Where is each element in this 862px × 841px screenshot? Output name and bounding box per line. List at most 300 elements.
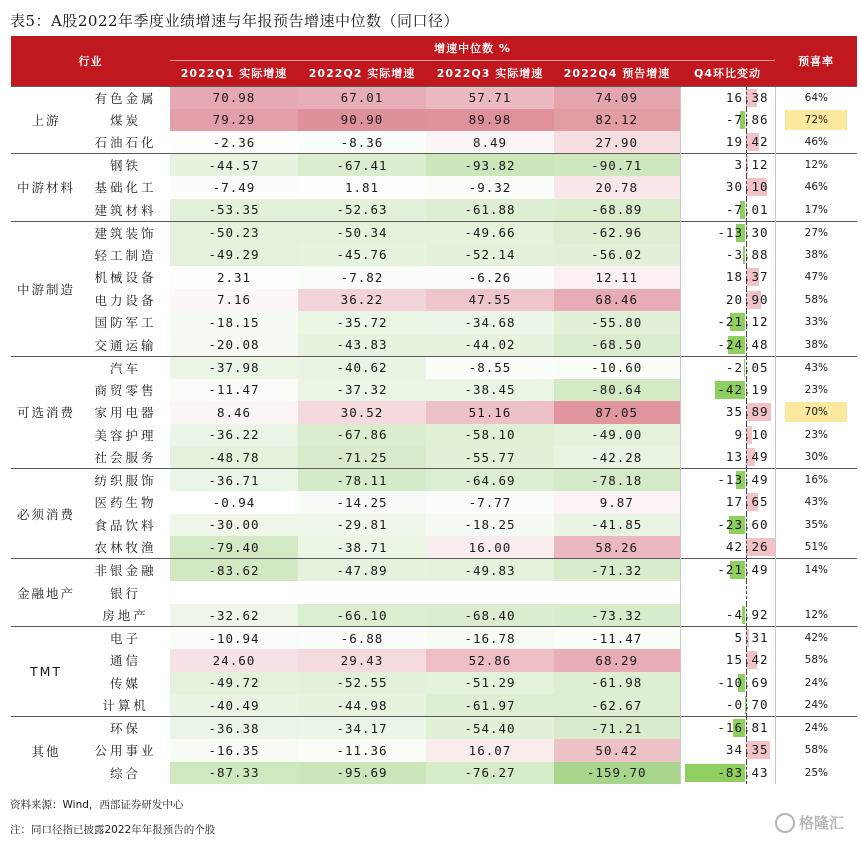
zero-axis [746, 131, 747, 153]
growth-q3: -93.82 [426, 154, 554, 177]
growth-q1: -87.33 [170, 762, 298, 785]
growth-q3 [426, 581, 554, 604]
industry-name: 纺织服饰 [81, 469, 170, 492]
change-value: -21.49 [717, 562, 769, 577]
growth-q3: 89.98 [426, 109, 554, 132]
q4-change [680, 469, 775, 492]
growth-q4: -49.00 [554, 424, 680, 447]
pre-rate [775, 559, 857, 582]
growth-q3: -8.55 [426, 356, 554, 379]
pre-rate [775, 266, 857, 289]
growth-q3: -16.78 [426, 627, 554, 650]
sector-label: 上游 [11, 86, 81, 154]
source-note: 资料来源：Wind，西部证券研发中心 [10, 799, 184, 811]
q4-change [680, 266, 775, 289]
pre-rate [775, 649, 857, 672]
sector-label: 可选消费 [11, 356, 81, 469]
zero-axis [746, 357, 747, 379]
pre-rate-value: 25% [804, 766, 828, 779]
pre-rate-value: 23% [804, 383, 828, 396]
q4-change [680, 221, 775, 244]
growth-q4: 20.78 [554, 176, 680, 199]
pre-rate-value: 38% [804, 248, 828, 261]
pre-rate [775, 694, 857, 717]
industry-name: 有色金属 [81, 86, 170, 109]
sector-label: 其他 [11, 717, 81, 785]
pre-rate [775, 627, 857, 650]
growth-q1: -37.98 [170, 356, 298, 379]
table-row [11, 401, 857, 424]
pre-rate [775, 86, 857, 109]
growth-q4: -62.67 [554, 694, 680, 717]
growth-q3: 51.16 [426, 401, 554, 424]
change-value: 15.42 [725, 652, 769, 667]
sector-label: 中游制造 [11, 221, 81, 356]
growth-q1: 7.16 [170, 289, 298, 312]
pre-rate [775, 244, 857, 267]
zero-axis [746, 244, 747, 267]
growth-q2: 30.52 [298, 401, 426, 424]
growth-q1: -16.35 [170, 739, 298, 762]
growth-q3: 16.00 [426, 536, 554, 559]
industry-name: 钢铁 [81, 154, 170, 177]
growth-q4: -55.80 [554, 311, 680, 334]
growth-q4: -71.21 [554, 717, 680, 740]
zero-axis [746, 379, 747, 402]
q4-change [680, 334, 775, 357]
table-row [11, 627, 857, 650]
pre-rate [775, 176, 857, 199]
industry-name: 社会服务 [94, 450, 157, 465]
growth-q3: -52.14 [426, 244, 554, 267]
pre-rate-value: 23% [804, 428, 828, 441]
change-value: -13.30 [717, 224, 769, 240]
industry-name: 煤炭 [109, 112, 141, 128]
zero-axis [746, 604, 747, 626]
growth-q2 [298, 581, 426, 604]
growth-q3: 52.86 [426, 649, 554, 672]
growth-q2: -8.36 [298, 131, 426, 154]
q4-change [680, 649, 775, 672]
industry-name: 计算机 [102, 698, 149, 713]
change-value: 13.49 [725, 449, 769, 464]
header-q1: 2022Q1 实际增速 [170, 60, 298, 86]
q4-change [680, 672, 775, 695]
change-value: 16.38 [725, 89, 769, 105]
growth-q2: -50.34 [298, 221, 426, 244]
change-value: -13.49 [717, 472, 769, 487]
pre-rate-value: 51% [804, 541, 828, 553]
growth-q2: -7.82 [298, 266, 426, 289]
growth-q2: -11.36 [298, 739, 426, 762]
table-row [11, 649, 857, 672]
growth-q3: -61.88 [426, 199, 554, 222]
growth-q1 [170, 581, 298, 604]
pre-rate-value: 24% [804, 722, 828, 734]
growth-q2: -66.10 [298, 604, 426, 627]
zero-axis [746, 154, 747, 176]
pre-rate-value: 38% [804, 338, 828, 351]
table-row [11, 356, 857, 379]
table-row [11, 266, 857, 289]
growth-q3: -18.25 [426, 514, 554, 537]
table-row [11, 469, 857, 492]
pre-rate [775, 154, 857, 177]
sector-label: 中游材料 [11, 154, 81, 222]
table-row [11, 717, 857, 740]
growth-q2: -44.98 [298, 694, 426, 717]
q4-change [680, 424, 775, 447]
zero-axis [746, 199, 747, 221]
pre-rate [775, 221, 857, 244]
growth-q2: -45.76 [298, 244, 426, 267]
industry-name: 石油石化 [94, 135, 157, 150]
growth-q1: -48.78 [170, 446, 298, 469]
table-row [11, 131, 857, 154]
table-row [11, 154, 857, 177]
header-q4: 2022Q4 预告增速 [554, 60, 680, 86]
growth-q3: -38.45 [426, 379, 554, 402]
pre-rate-value: 43% [804, 496, 828, 509]
pre-rate-value: 43% [804, 361, 828, 374]
growth-q1: 24.60 [170, 649, 298, 672]
pre-rate-value: 58% [804, 744, 828, 757]
table-row [11, 86, 857, 109]
pre-rate [775, 717, 857, 740]
q4-change [680, 109, 775, 132]
industry-name: 环保 [81, 717, 170, 740]
industry-name: 机械设备 [94, 270, 157, 286]
growth-q2: -29.81 [298, 514, 426, 537]
growth-q1: -36.71 [170, 469, 298, 492]
growth-q3: 47.55 [426, 289, 554, 312]
zero-axis [746, 469, 747, 491]
q4-change [680, 491, 775, 514]
industry-name: 基础化工 [94, 180, 157, 196]
industry-name: 传媒 [109, 675, 141, 691]
growth-q1: 8.46 [170, 401, 298, 424]
growth-q1: -18.15 [170, 311, 298, 334]
growth-q3: -55.77 [426, 446, 554, 469]
growth-q1: -44.57 [170, 154, 298, 177]
growth-q3: -76.27 [426, 762, 554, 785]
change-value: -7.86 [725, 111, 769, 127]
change-value: -10.69 [717, 674, 769, 690]
growth-q3: -68.40 [426, 604, 554, 627]
change-value: -23.60 [717, 516, 769, 532]
pre-rate-value: 58% [804, 654, 828, 667]
table-row [11, 672, 857, 695]
change-value: 19.42 [725, 134, 769, 149]
pre-rate [775, 739, 857, 762]
growth-q2: -14.25 [298, 491, 426, 514]
growth-q2: -67.41 [298, 154, 426, 177]
growth-q1: 79.29 [170, 109, 298, 132]
growth-q1: -83.62 [170, 559, 298, 582]
growth-q4: -41.85 [554, 514, 680, 537]
growth-q4: 12.11 [554, 266, 680, 289]
growth-q2: -52.55 [298, 672, 426, 695]
growth-q4: -62.96 [554, 221, 680, 244]
industry-name: 建筑材料 [94, 202, 157, 218]
zero-axis [746, 694, 747, 716]
growth-q2: -78.11 [298, 469, 426, 492]
pre-rate [775, 401, 857, 424]
watermark: 格隆汇 [775, 812, 844, 833]
growth-q4: 9.87 [554, 491, 680, 514]
growth-q1: -7.49 [170, 176, 298, 199]
q4-change [680, 514, 775, 537]
table-row [11, 379, 857, 402]
change-value: -0.70 [725, 697, 769, 712]
q4-change [680, 311, 775, 334]
pre-rate [775, 109, 857, 132]
pre-rate [775, 446, 857, 469]
table-row [11, 221, 857, 244]
change-value: -21.12 [717, 314, 769, 329]
sector-label: 金融地产 [11, 559, 81, 627]
table-row [11, 739, 857, 762]
growth-q3: 16.07 [426, 739, 554, 762]
change-value: 30.10 [725, 179, 769, 194]
pre-rate [775, 289, 857, 312]
growth-q2: -71.25 [298, 446, 426, 469]
pre-rate [775, 469, 857, 492]
growth-q1: -53.35 [170, 199, 298, 222]
growth-q3: -54.40 [426, 717, 554, 740]
q4-change [680, 446, 775, 469]
pre-rate-value: 70% [785, 402, 847, 422]
q4-change [680, 86, 775, 109]
growth-q4: -61.98 [554, 672, 680, 695]
pre-rate-value: 42% [804, 632, 828, 644]
growth-q2: 90.90 [298, 109, 426, 132]
change-value: -4.92 [725, 607, 769, 622]
header-pre: 预喜率 [775, 36, 857, 86]
q4-change [680, 289, 775, 312]
growth-q2: -37.32 [298, 379, 426, 402]
industry-name: 综合 [109, 765, 141, 781]
q4-change [680, 131, 775, 154]
industry-name: 非银金融 [81, 559, 170, 582]
q4-change [680, 154, 775, 177]
industry-name: 房地产 [102, 608, 149, 623]
growth-q4: -56.02 [554, 244, 680, 267]
change-value: -16.81 [717, 720, 769, 735]
zero-axis [746, 559, 747, 581]
change-value: 35.89 [725, 404, 769, 419]
growth-q1: -10.94 [170, 627, 298, 650]
growth-q4: 68.29 [554, 649, 680, 672]
industry-name: 国防军工 [94, 315, 157, 331]
q4-change [680, 356, 775, 379]
growth-table [11, 36, 857, 784]
change-value: 18.37 [725, 269, 769, 284]
zero-axis [746, 581, 747, 604]
pre-rate [775, 311, 857, 334]
industry-name: 医药生物 [94, 495, 157, 511]
zero-axis [746, 176, 747, 199]
growth-q3: -44.02 [426, 334, 554, 357]
change-value: -2.05 [725, 359, 769, 375]
pre-rate [775, 514, 857, 537]
footnote: 注：同口径指已披露2022年年报预告的个股 [10, 824, 216, 836]
change-value: 20.90 [725, 291, 769, 307]
zero-axis [746, 334, 747, 356]
growth-q3: -34.68 [426, 311, 554, 334]
zero-axis [746, 109, 747, 132]
pre-rate-value: 33% [804, 316, 828, 329]
pre-rate-value: 46% [804, 181, 828, 194]
pre-rate-value: 24% [804, 699, 828, 711]
zero-axis [746, 266, 747, 289]
table-row [11, 176, 857, 199]
growth-q4: 87.05 [554, 401, 680, 424]
change-value: -3.88 [725, 246, 769, 262]
table-row [11, 536, 857, 559]
zero-axis [746, 491, 747, 514]
growth-q2: -52.63 [298, 199, 426, 222]
growth-q2: -47.89 [298, 559, 426, 582]
q4-change [680, 717, 775, 740]
pre-rate [775, 356, 857, 379]
growth-q1: 70.98 [170, 86, 298, 109]
growth-q2: -34.17 [298, 717, 426, 740]
zero-axis [746, 717, 747, 739]
growth-q3: -64.69 [426, 469, 554, 492]
zero-axis [746, 311, 747, 334]
zero-axis [746, 514, 747, 537]
header-chg: Q4环比变动 [680, 60, 775, 86]
industry-name: 食品饮料 [94, 517, 157, 533]
pre-rate [775, 424, 857, 447]
q4-change [680, 244, 775, 267]
table-row [11, 311, 857, 334]
growth-q2: -38.71 [298, 536, 426, 559]
growth-q3: -9.32 [426, 176, 554, 199]
pre-rate [775, 604, 857, 627]
growth-q4: -11.47 [554, 627, 680, 650]
change-value: -42.19 [717, 381, 769, 397]
pre-rate [775, 581, 857, 604]
industry-name: 公用事业 [94, 743, 157, 759]
industry-name: 通信 [109, 653, 141, 669]
pre-rate [775, 491, 857, 514]
change-value: -24.48 [717, 336, 769, 352]
growth-q1: -11.47 [170, 379, 298, 402]
growth-q3: -61.97 [426, 694, 554, 717]
growth-q3: 57.71 [426, 86, 554, 109]
growth-q2: 36.22 [298, 289, 426, 312]
industry-name: 家用电器 [94, 405, 157, 421]
table-row [11, 762, 857, 785]
pre-rate-value: 46% [804, 136, 828, 148]
zero-axis [746, 536, 747, 558]
change-value: 17.65 [725, 494, 769, 509]
growth-q2: -67.86 [298, 424, 426, 447]
growth-q1: -50.23 [170, 221, 298, 244]
change-value: 34.35 [725, 742, 769, 757]
table-row [11, 491, 857, 514]
sector-label: TMT [11, 627, 81, 717]
growth-q4: -90.71 [554, 154, 680, 177]
industry-name: 美容护理 [94, 427, 157, 443]
industry-name: 商贸零售 [94, 382, 157, 398]
growth-q1: -79.40 [170, 536, 298, 559]
industry-name: 轻工制造 [94, 247, 157, 263]
pre-rate [775, 536, 857, 559]
growth-q3: -51.29 [426, 672, 554, 695]
growth-q1: -2.36 [170, 131, 298, 154]
pre-rate-value: 72% [785, 110, 847, 130]
growth-q1: 2.31 [170, 266, 298, 289]
growth-q4: -159.70 [554, 762, 680, 785]
table-row [11, 446, 857, 469]
pre-rate-value: 30% [804, 451, 828, 463]
growth-q4: -78.18 [554, 469, 680, 492]
pre-rate [775, 672, 857, 695]
zero-axis [746, 222, 747, 244]
q4-change [680, 559, 775, 582]
zero-axis [746, 401, 747, 424]
growth-q4: 58.26 [554, 536, 680, 559]
pre-rate-value: 58% [804, 293, 828, 306]
growth-q2: -6.88 [298, 627, 426, 650]
zero-axis [746, 627, 747, 649]
watermark-logo-icon [775, 813, 795, 833]
industry-name: 农林牧渔 [94, 540, 157, 555]
q4-change [680, 762, 775, 785]
pre-rate-value: 16% [804, 474, 828, 486]
table-row [11, 694, 857, 717]
growth-q1: -36.22 [170, 424, 298, 447]
industry-name: 电子 [81, 627, 170, 650]
table-row [11, 289, 857, 312]
table-body [11, 86, 857, 784]
table-row [11, 109, 857, 132]
pre-rate-value: 14% [804, 564, 828, 576]
q4-change [680, 604, 775, 627]
q4-change [680, 176, 775, 199]
change-value: 9.10 [734, 426, 769, 442]
zero-axis [746, 672, 747, 695]
growth-q1: -30.00 [170, 514, 298, 537]
growth-q4: 27.90 [554, 131, 680, 154]
growth-q2: -40.62 [298, 356, 426, 379]
industry-name: 银行 [109, 585, 141, 601]
q4-change [680, 739, 775, 762]
growth-q1: -49.72 [170, 672, 298, 695]
growth-q2: -43.83 [298, 334, 426, 357]
growth-q1: -36.38 [170, 717, 298, 740]
zero-axis [746, 87, 747, 109]
growth-q1: -32.62 [170, 604, 298, 627]
header-industry: 行业 [11, 36, 170, 86]
growth-q4: -80.64 [554, 379, 680, 402]
table-title: 表5：A股2022年季度业绩增速与年报预告增速中位数（同口径） [10, 12, 460, 30]
header-q2: 2022Q2 实际增速 [298, 60, 426, 86]
growth-q4: -68.89 [554, 199, 680, 222]
growth-q2: -95.69 [298, 762, 426, 785]
zero-axis [746, 739, 747, 762]
table-row [11, 424, 857, 447]
growth-q1: -0.94 [170, 491, 298, 514]
growth-q4 [554, 581, 680, 604]
q4-change [680, 199, 775, 222]
header-q3: 2022Q3 实际增速 [426, 60, 554, 86]
sector-label: 必须消费 [11, 469, 81, 559]
pre-rate-value [785, 581, 847, 601]
